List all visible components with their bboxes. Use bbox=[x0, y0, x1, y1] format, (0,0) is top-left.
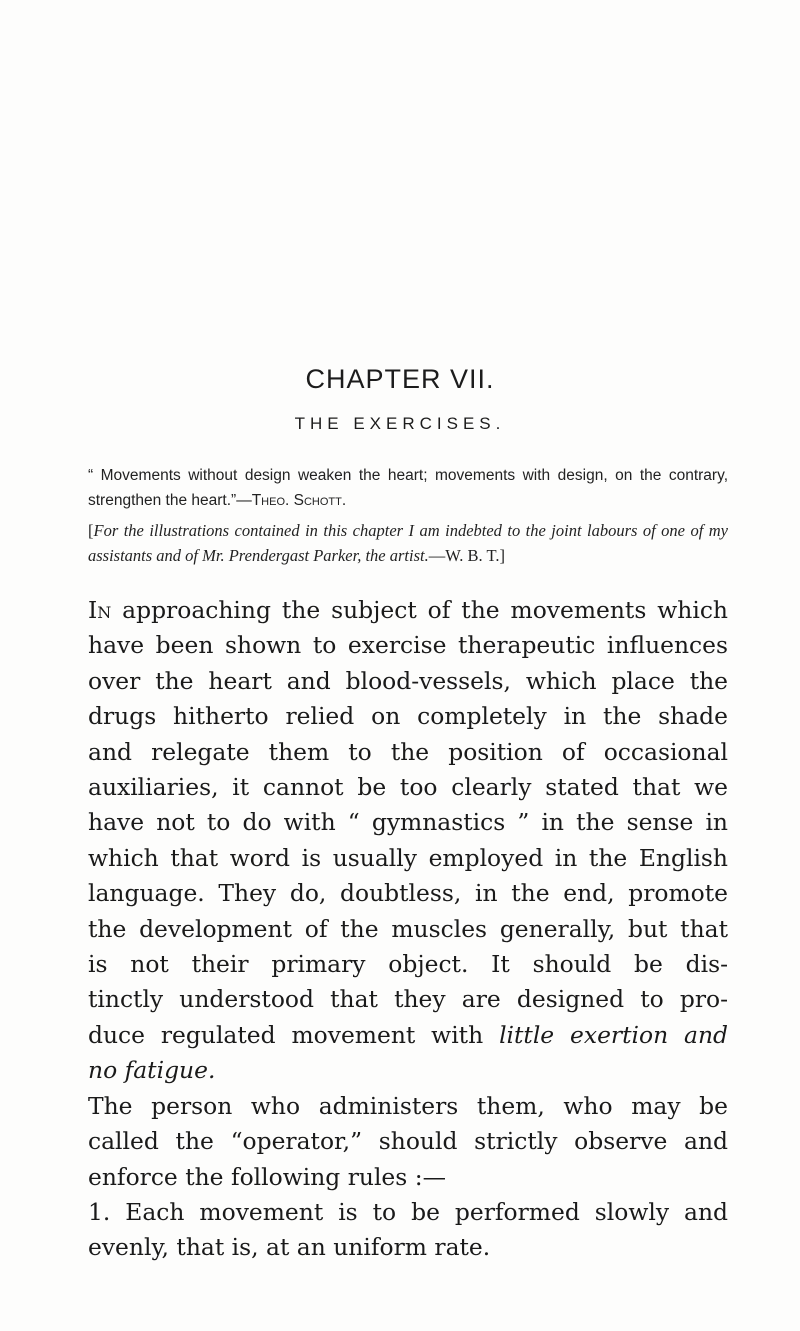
chapter-subtitle: THE EXERCISES. bbox=[294, 414, 506, 433]
epigraph-dash: — bbox=[236, 492, 252, 509]
text-line: and relegate them to the position of occasional bbox=[88, 737, 728, 766]
epigraph-author: Theo. Schott. bbox=[251, 492, 347, 509]
text-line: over the heart and blood-vessels, which place the bbox=[88, 666, 728, 695]
chapter-heading: CHAPTER VII. bbox=[305, 364, 495, 394]
text-segment: duce regulated movement with bbox=[88, 1020, 484, 1049]
paragraph-1 bbox=[88, 593, 728, 1089]
text-line: In approaching the subject of the movements which bbox=[88, 596, 728, 624]
text-line: evenly, that is, at an uniform rate. bbox=[88, 1233, 491, 1262]
illustration-note bbox=[88, 518, 728, 568]
epigraph bbox=[88, 463, 728, 513]
note-attribution: —W. B. T. bbox=[428, 546, 500, 565]
paragraph-3 bbox=[88, 1195, 728, 1266]
note-open-bracket: [ bbox=[88, 521, 94, 540]
note-close-bracket: ] bbox=[499, 546, 505, 565]
italic-emphasis: little exertion and bbox=[499, 1020, 729, 1049]
text-line: 1. Each movement is to be performed slowly and bbox=[88, 1197, 728, 1226]
text-line-mixed bbox=[88, 1018, 728, 1053]
body-text bbox=[88, 593, 728, 1266]
text-line: have been shown to exercise therapeutic influences bbox=[88, 631, 728, 660]
note-text: For the illustrations contained in this chapter I am indebted to the joint labours of one of my assistants and of Mr. Prendergast Parker, the artist. bbox=[88, 521, 728, 565]
text-line: called the “operator,” should strictly observe and bbox=[88, 1127, 728, 1156]
text-line: tinctly understood that they are designed to pro- bbox=[88, 985, 728, 1014]
paragraph-2 bbox=[88, 1089, 728, 1195]
text-line: auxiliaries, it cannot be too clearly stated that we bbox=[88, 773, 728, 802]
epigraph-quote: “ Movements without design weaken the heart; movements with design, on the contrary, strengthen the heart.” bbox=[88, 467, 728, 509]
text-line: drugs hitherto relied on completely in the shade bbox=[88, 702, 728, 731]
text-line: enforce the following rules :— bbox=[88, 1162, 446, 1191]
text-line: language. They do, doubtless, in the end, promote bbox=[88, 879, 728, 908]
text-line: is not their primary object. It should be dis- bbox=[88, 950, 728, 979]
opening-word: In bbox=[88, 596, 112, 624]
text-line: the development of the muscles generally, but that bbox=[88, 914, 728, 943]
text-line: which that word is usually employed in the English bbox=[88, 843, 728, 872]
italic-emphasis: no fatigue. bbox=[88, 1056, 216, 1085]
text-line: The person who administers them, who may be bbox=[88, 1091, 728, 1120]
text-line: have not to do with “ gymnastics ” in the sense in bbox=[88, 808, 728, 837]
